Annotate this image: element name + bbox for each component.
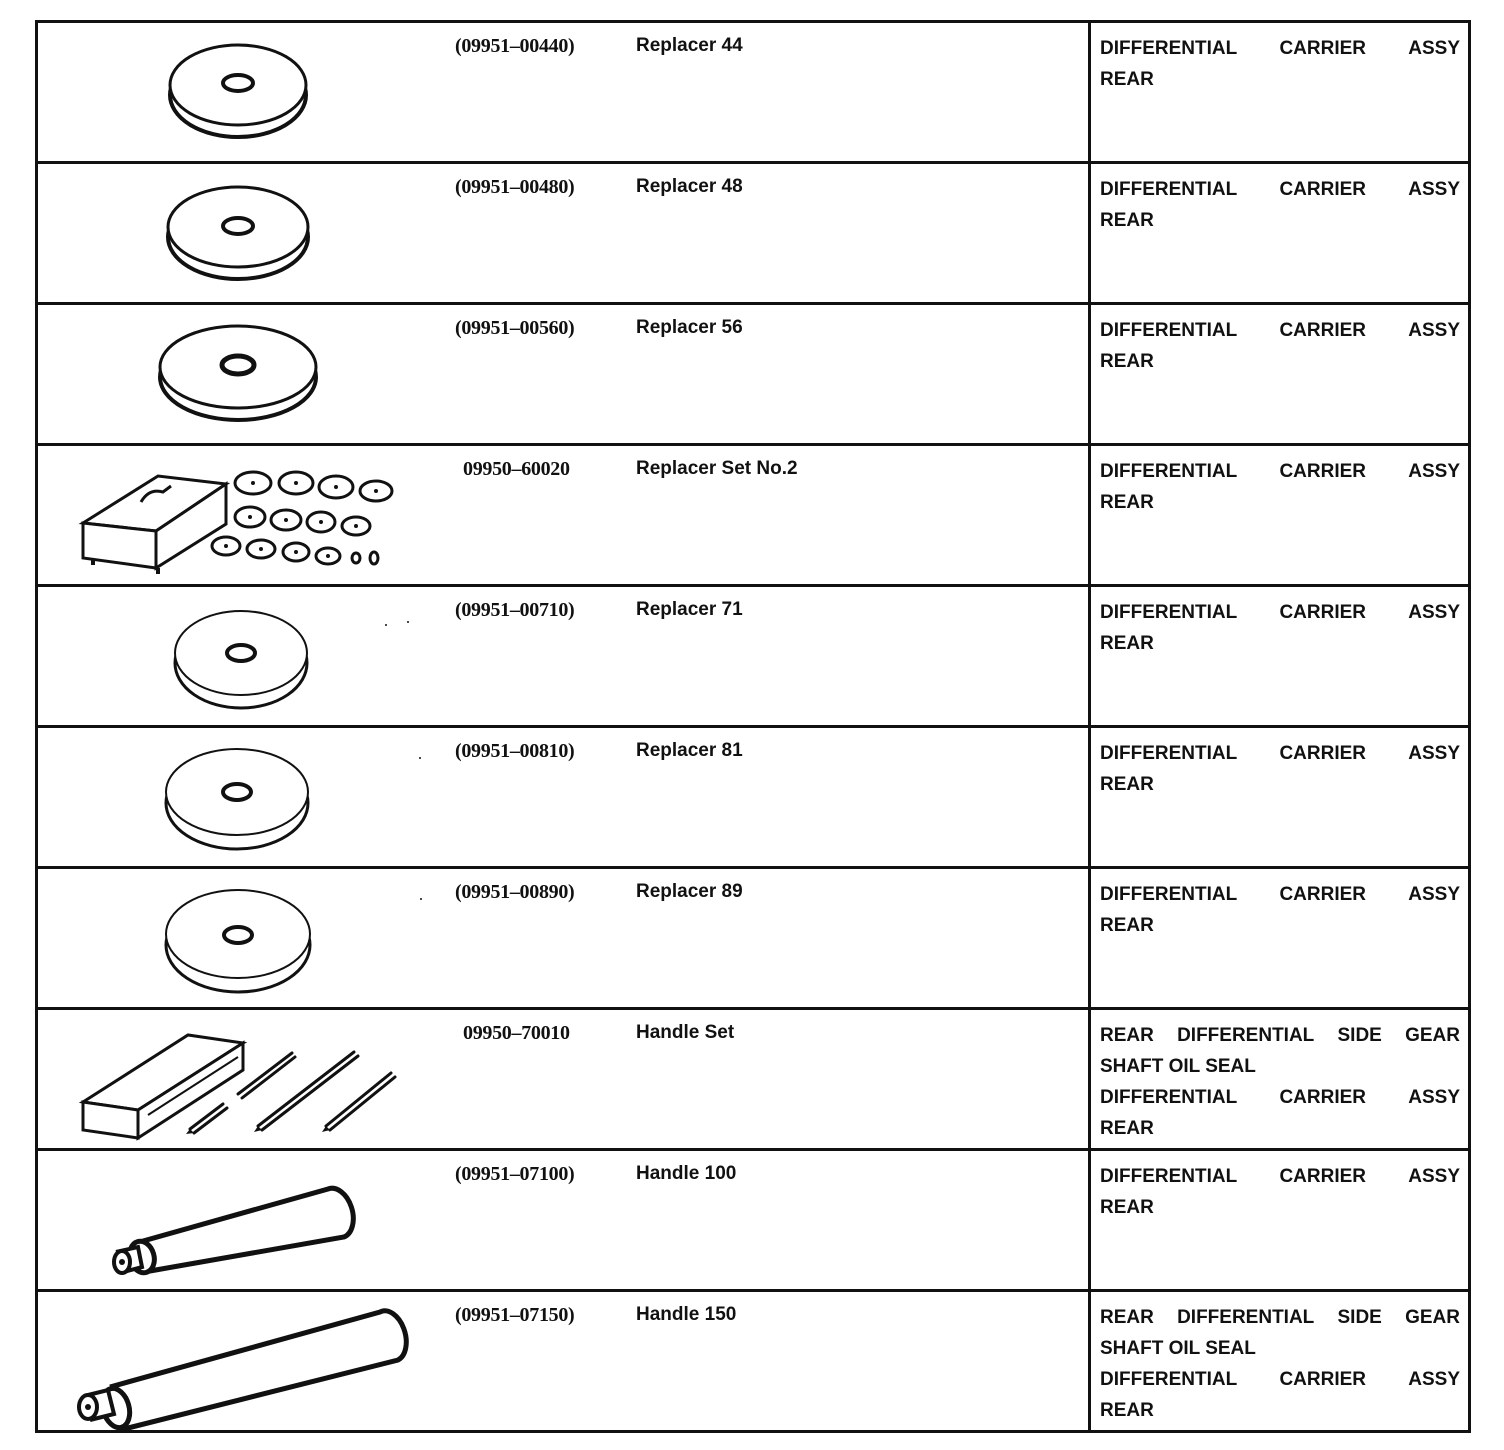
tool-code: (09951–00710)	[455, 599, 575, 621]
tool-name: Replacer 56	[636, 317, 743, 338]
tool-name: Replacer 48	[636, 176, 743, 197]
tool-code: (09951–00890)	[455, 881, 575, 903]
disc-replacer-icon	[38, 869, 438, 1010]
tool-code: 09950–60020	[463, 458, 570, 480]
table-row	[38, 587, 1468, 728]
table-row	[38, 1151, 1468, 1292]
disc-replacer-icon	[38, 728, 438, 869]
tool-usage	[1100, 879, 1460, 941]
table-row	[38, 23, 1468, 164]
column-divider	[1088, 869, 1091, 1007]
table-row	[38, 1010, 1468, 1151]
tool-usage	[1100, 174, 1460, 236]
usage-line: REAR	[1100, 915, 1154, 936]
usage-line: REAR	[1100, 774, 1154, 795]
tool-name: Replacer 89	[636, 881, 743, 902]
handle-rod-icon	[38, 1151, 438, 1292]
usage-line: DIFFERENTIAL CARRIER ASSY	[1100, 179, 1460, 200]
tool-name: Handle 100	[636, 1163, 737, 1184]
tool-name: Replacer 44	[636, 35, 743, 56]
usage-line: REAR	[1100, 1400, 1154, 1421]
usage-line: REAR	[1100, 210, 1154, 231]
usage-line: DIFFERENTIAL CARRIER ASSY	[1100, 461, 1460, 482]
usage-line: SHAFT OIL SEAL	[1100, 1056, 1256, 1077]
table-row	[38, 164, 1468, 305]
usage-line: REAR DIFFERENTIAL SIDE GEAR	[1100, 1025, 1460, 1046]
table-row	[38, 305, 1468, 446]
tool-name: Replacer 71	[636, 599, 743, 620]
table-row	[38, 869, 1468, 1010]
usage-line: SHAFT OIL SEAL	[1100, 1338, 1256, 1359]
column-divider	[1088, 587, 1091, 725]
usage-line: DIFFERENTIAL CARRIER ASSY	[1100, 1087, 1460, 1108]
replacer-set-case-icon	[38, 446, 438, 587]
handle-set-icon	[38, 1010, 438, 1151]
disc-replacer-icon	[38, 587, 438, 728]
tool-usage	[1100, 33, 1460, 95]
special-tools-table	[35, 20, 1471, 1433]
column-divider	[1088, 1010, 1091, 1148]
column-divider	[1088, 305, 1091, 443]
usage-line: REAR DIFFERENTIAL SIDE GEAR	[1100, 1307, 1460, 1328]
tool-code: (09951–07100)	[455, 1163, 575, 1185]
tool-code: (09951–00440)	[455, 35, 575, 57]
tool-name: Handle 150	[636, 1304, 737, 1325]
tool-code: (09951–00560)	[455, 317, 575, 339]
handle-rod-long-icon	[38, 1292, 438, 1433]
column-divider	[1088, 23, 1091, 161]
tool-usage	[1100, 738, 1460, 800]
usage-line: DIFFERENTIAL CARRIER ASSY	[1100, 320, 1460, 341]
usage-line: DIFFERENTIAL CARRIER ASSY	[1100, 743, 1460, 764]
usage-line: REAR	[1100, 633, 1154, 654]
usage-line: DIFFERENTIAL CARRIER ASSY	[1100, 1166, 1460, 1187]
tool-code: (09951–00480)	[455, 176, 575, 198]
tool-usage	[1100, 456, 1460, 518]
tool-code: (09951–00810)	[455, 740, 575, 762]
column-divider	[1088, 728, 1091, 866]
usage-line: REAR	[1100, 351, 1154, 372]
usage-line: DIFFERENTIAL CARRIER ASSY	[1100, 602, 1460, 623]
disc-replacer-icon	[38, 164, 438, 305]
tool-usage	[1100, 1161, 1460, 1223]
disc-replacer-icon	[38, 23, 438, 164]
column-divider	[1088, 1151, 1091, 1289]
tool-name: Handle Set	[636, 1022, 735, 1043]
usage-line: DIFFERENTIAL CARRIER ASSY	[1100, 1369, 1460, 1390]
usage-line: REAR	[1100, 492, 1154, 513]
usage-line: REAR	[1100, 1197, 1154, 1218]
tool-code: (09951–07150)	[455, 1304, 575, 1326]
usage-line: DIFFERENTIAL CARRIER ASSY	[1100, 884, 1460, 905]
column-divider	[1088, 446, 1091, 584]
table-row	[38, 446, 1468, 587]
column-divider	[1088, 1292, 1091, 1433]
table-row	[38, 1292, 1468, 1433]
usage-line: REAR	[1100, 69, 1154, 90]
usage-line: REAR	[1100, 1118, 1154, 1139]
tool-usage	[1100, 1020, 1460, 1144]
usage-line: DIFFERENTIAL CARRIER ASSY	[1100, 38, 1460, 59]
tool-name: Replacer 81	[636, 740, 743, 761]
table-row	[38, 728, 1468, 869]
tool-usage	[1100, 315, 1460, 377]
column-divider	[1088, 164, 1091, 302]
disc-replacer-icon	[38, 305, 438, 446]
tool-code: 09950–70010	[463, 1022, 570, 1044]
tool-usage	[1100, 597, 1460, 659]
tool-name: Replacer Set No.2	[636, 458, 798, 479]
tool-usage	[1100, 1302, 1460, 1426]
